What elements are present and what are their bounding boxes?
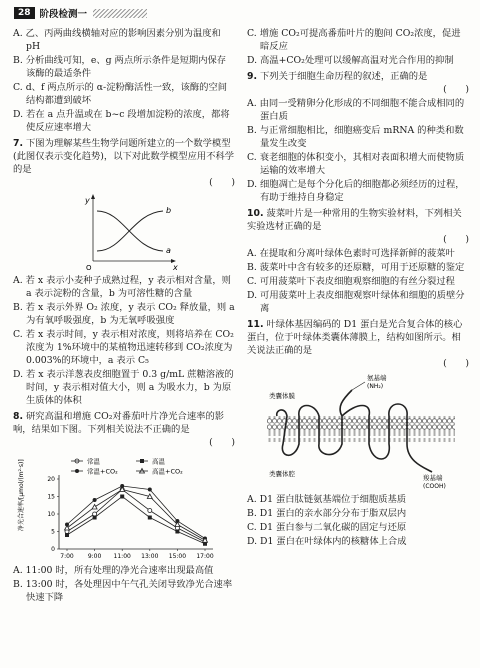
q7-model-graph	[13, 191, 235, 271]
n-term-label: 氨基端	[367, 374, 387, 382]
q7-curve-a	[97, 211, 163, 251]
x-tick-label-4: 15:00	[168, 553, 187, 560]
q6-option-c: C. d、f 两点所示的 α-淀粉酶活性一致，该酶的空间结构都遭到破坏	[13, 82, 228, 106]
q9-option-a: A. 由同一受精卵分化形成的不同细胞不能合成相同的蛋白质	[247, 98, 465, 122]
q7-stem	[13, 137, 235, 189]
q6-option-a: A. 乙、丙两曲线横轴对应的影响因素分别为温度和 pH	[13, 28, 221, 52]
series-line-3	[67, 490, 205, 541]
q7-option-b: B. 若 x 表示外界 O₂ 浓度，y 表示 CO₂ 释放量，则 a 为有氧呼吸强度，b 为无氧呼吸强度	[13, 302, 235, 326]
q7-option-d: D. 若 x 表示洋葱表皮细胞置于 0.3 g/mL 蔗糖溶液的时间，y 表示相对值大小，则 a 为吸水力，b 为原生质体的体积	[13, 369, 234, 406]
q8-option-b: B. 13:00 时，各处理因中午气孔关闭导致净光合速率快速下降	[13, 579, 233, 603]
q11-option-c: C. D1 蛋白参与二氧化碳的固定与还原	[247, 522, 407, 533]
x-tick-label-2: 11:00	[113, 553, 131, 560]
d1-protein-diagram	[247, 372, 469, 490]
y-tick-label-1: 5	[51, 528, 55, 536]
q9-option-c: C. 衰老细胞的体积变小，其相对表面积增大而使物质运输的效率增大	[247, 152, 465, 176]
series-2-point-3	[148, 488, 152, 492]
n-term-pointer	[352, 382, 365, 390]
y-tick-label-3: 15	[47, 493, 55, 501]
q10-number: 10.	[247, 208, 264, 219]
q10-stem	[247, 207, 469, 246]
series-0-point-3	[148, 509, 152, 513]
q11-option-d: D. D1 蛋白在叶绿体内的核糖体上合成	[247, 536, 407, 547]
q6-option-d: D. 若在 a 点升温或在 b~c 段增加淀粉的浓度，都将使反应速率增大	[13, 109, 230, 133]
n-term-label-2: (NH₂)	[367, 383, 384, 390]
q7-label-a: a	[166, 246, 171, 255]
q9-option-d: D. 细胞凋亡是每个分化后的细胞都必须经历的过程，有助于维持自身稳定	[247, 179, 465, 203]
q7-label-b: b	[166, 206, 172, 215]
series-1-point-0	[65, 533, 69, 537]
legend-label-1: 高温	[152, 457, 165, 466]
q7-figure	[13, 191, 235, 271]
lumen-label: 类囊体腔	[269, 470, 295, 478]
q10-option-c: C. 可用菠菜叶下表皮细胞观察细胞的有丝分裂过程	[247, 276, 455, 287]
q9-option-b: B. 与正常细胞相比，细胞癌变后 mRNA 的种类和数量发生改变	[247, 125, 464, 149]
q10-answer-paren: ( )	[443, 234, 469, 245]
c-term-label-2: (COOH)	[423, 483, 446, 490]
legend-label-3: 高温+CO₂	[152, 467, 183, 476]
series-1-point-3	[148, 516, 152, 520]
q8-answer-paren: ( )	[209, 437, 235, 448]
q9-stem	[247, 70, 469, 96]
legend-label-2: 常温+CO₂	[87, 467, 118, 476]
q10-option-b: B. 菠菜叶中含有较多的还原糖，可用于还原糖的鉴定	[247, 262, 465, 273]
x-tick-label-0: 7:00	[60, 553, 74, 560]
y-tick-label-4: 20	[47, 476, 55, 483]
q7-y-arrow	[91, 194, 95, 199]
membrane-label: 类囊体膜	[269, 392, 295, 400]
q10-option-d: D. 可用菠菜叶上表皮细胞观察叶绿体和细胞的质壁分离	[247, 290, 465, 314]
series-3-point-1	[92, 505, 97, 510]
q7-curve-b	[97, 211, 163, 251]
q11-option-a: A. D1 蛋白肽链氨基端位于细胞质基质	[247, 494, 407, 505]
c-term-label: 羧基端	[423, 474, 443, 482]
series-0-point-1	[93, 512, 97, 516]
q7-y-label: y	[85, 196, 90, 205]
q11-text: 叶绿体基因编码的 D1 蛋白是光合复合体的核心蛋白，位于叶绿体类囊体薄膜上，结构如图所示。相关说法正确的是	[247, 319, 463, 356]
q7-option-c: C. 若 x 表示时间，y 表示相对浓度，则将培养在 CO₂浓度为 1%环境中的某植物迅速转移到 CO₂浓度为 0.003%的环境中，a 表示 C₅	[13, 329, 234, 366]
y-tick-label-0: 0	[51, 546, 55, 553]
q7-origin: O	[86, 264, 92, 271]
q10-option-a: A. 在提取和分离叶绿体色素时可选择新鲜的菠菜叶	[247, 248, 455, 259]
q8-option-c: C. 增施 CO₂可提高番茄叶片的胞间 CO₂浓度，促进暗反应	[247, 28, 461, 52]
x-tick-label-1: 9:00	[87, 553, 102, 560]
q8-figure	[13, 451, 235, 561]
header-hatch-decoration	[93, 9, 147, 18]
q9-answer-paren: ( )	[443, 84, 469, 95]
legend-label-0: 常温	[87, 457, 100, 466]
x-tick-label-3: 13:00	[141, 553, 159, 560]
q8-text: 研究高温和增施 CO₂对番茄叶片净光合速率的影响，结果如下图。下列相关说法不正确的是	[13, 411, 225, 435]
q7-x-label: x	[173, 263, 178, 271]
q8-line-chart	[13, 451, 235, 561]
q11-option-b: B. D1 蛋白的亲水部分分布于脂双层内	[247, 508, 407, 519]
y-tick-label-2: 10	[47, 511, 55, 518]
q11-answer-paren: ( )	[443, 358, 469, 369]
q11-stem	[247, 318, 469, 370]
q10-text: 菠菜叶片是一种常用的生物实验材料，下列相关实验选材正确的是	[247, 208, 462, 232]
q6-option-b: B. 分析曲线可知，e、g 两点所示条件是短期内保存该酶的最适条件	[13, 55, 227, 79]
series-1-point-2	[120, 495, 124, 499]
series-1-point-1	[93, 516, 97, 520]
q8-option-a: A. 11:00 时，所有处理的净光合速率出现最高值	[13, 565, 214, 576]
q8-number: 8.	[13, 411, 24, 422]
chart-y-label: 净光合速率/[μmol/(m²·s)]	[18, 459, 25, 531]
page-number: 28	[14, 7, 35, 19]
plot-area	[47, 475, 213, 560]
section-title: 阶段检测一	[39, 9, 88, 20]
series-2-point-1	[93, 498, 97, 502]
left-column	[13, 27, 235, 605]
q9-number: 9.	[247, 71, 258, 82]
q11-figure	[247, 372, 469, 490]
q7-answer-paren: ( )	[209, 177, 235, 188]
x-tick-label-5: 17:00	[196, 553, 214, 560]
page-header	[14, 6, 147, 20]
q7-number: 7.	[13, 138, 24, 149]
series-line-1	[67, 497, 205, 544]
lipid-bilayer	[267, 416, 455, 442]
q9-text: 下列关于细胞生命历程的叙述，正确的是	[259, 71, 428, 82]
chart-legend	[71, 457, 183, 476]
q7-text: 下图为理解某些生物学问题所建立的一个数学模型(此图仅表示变化趋势)，以下对此数学模型应用不科学的是	[13, 138, 235, 175]
q11-number: 11.	[247, 319, 264, 330]
right-column	[247, 27, 469, 549]
q8-stem	[13, 410, 235, 449]
q8-option-d: D. 高温+CO₂处理可以缓解高温对光合作用的抑制	[247, 55, 454, 66]
q7-option-a: A. 若 x 表示小麦种子成熟过程，y 表示相对含量，则 a 表示淀粉的含量，b 为可溶性糖的含量	[13, 275, 231, 299]
series-1-point-4	[175, 530, 179, 534]
